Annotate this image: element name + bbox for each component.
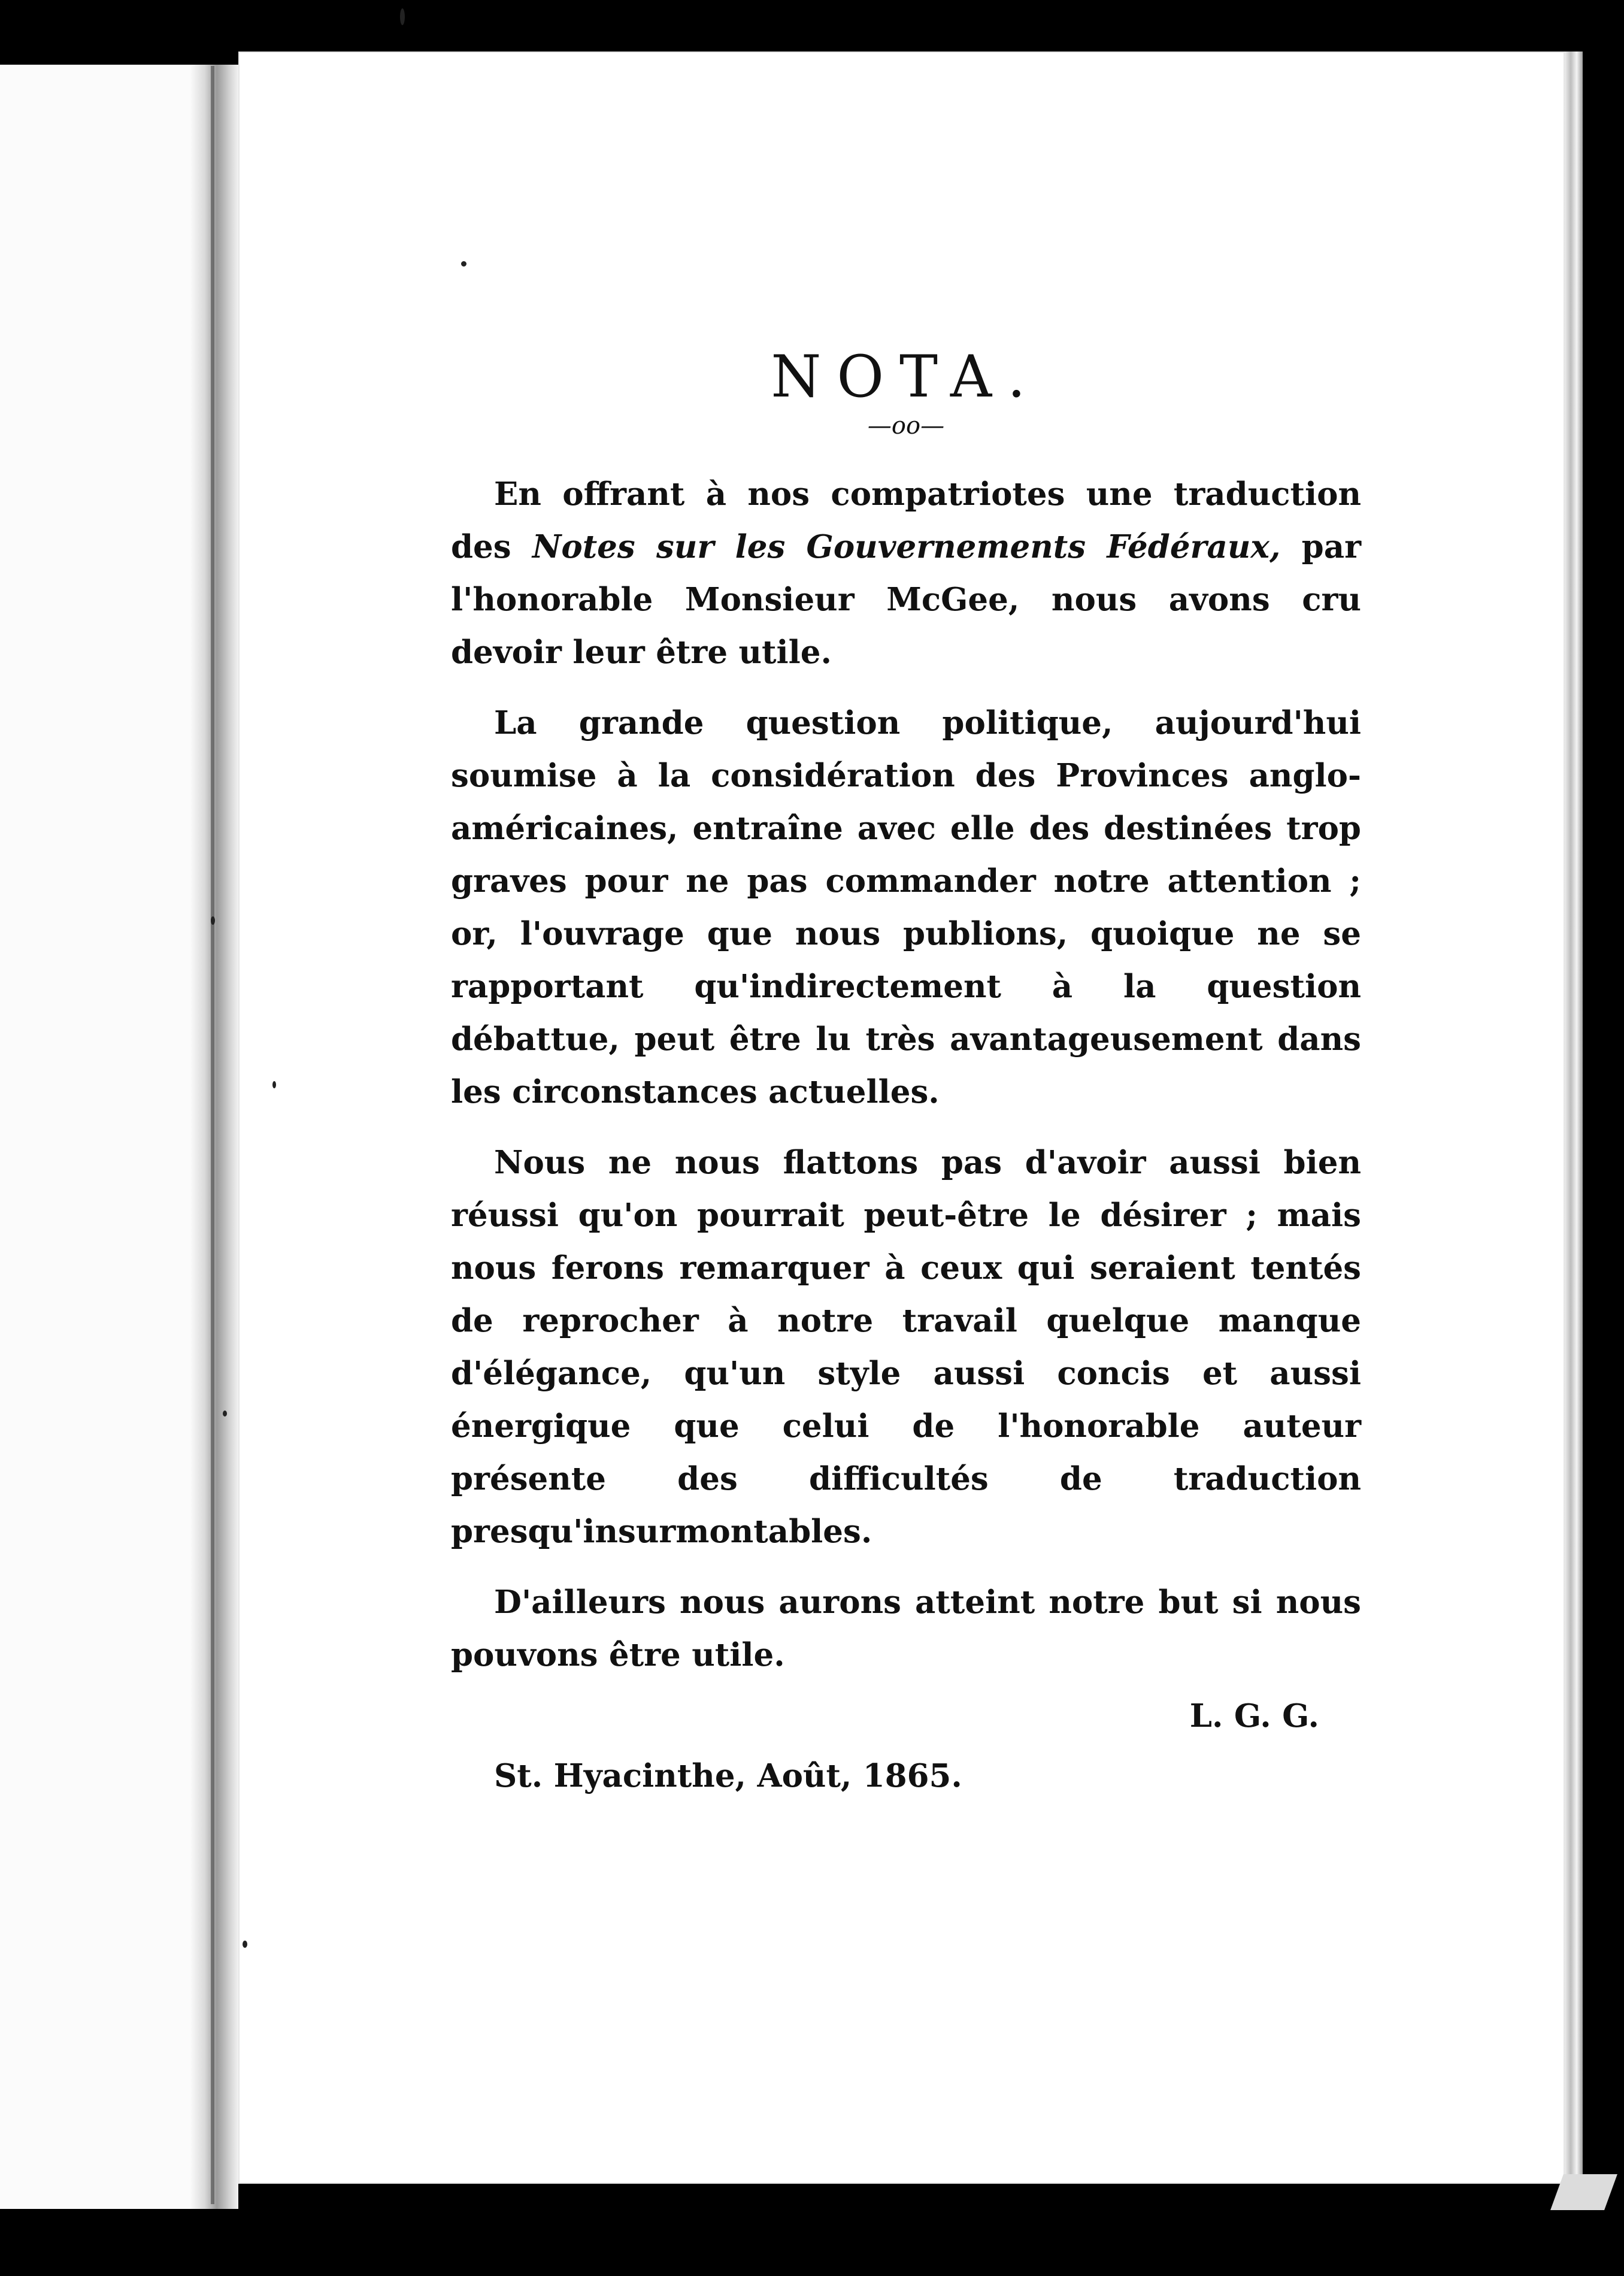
paragraph-4: D'ailleurs nous aurons atteint notre but si nous pouvons être utile.	[451, 1584, 1361, 1673]
scan-speck	[272, 1081, 276, 1088]
gutter-shadow	[211, 66, 214, 2204]
paragraph-1-start: En offrant à nos compatriotes une traduction des	[451, 476, 1361, 565]
scan-speck	[211, 916, 215, 925]
page	[238, 52, 1565, 2184]
place-date: St. Hyacinthe, Août, 1865.	[494, 1757, 962, 1794]
scan-speck	[243, 1941, 247, 1948]
page-edge-right	[1565, 52, 1583, 2184]
paragraph-3: Nous ne nous flattons pas d'avoir aussi bien réussi qu'on pourrait peut-être le désirer ; mais nous ferons remarquer à ceux qui seraient tentés de reprocher à notre travail quelque manque d'élégance, qu'un style aussi concis et aussi énergique que celui de l'honorable auteur présente des difficultés de traduction presqu'insurmontables.	[451, 1144, 1361, 1550]
page-title: NOTA.	[771, 343, 1041, 410]
paragraph-1-italic-title: Notes sur les Gouvernements Fédéraux,	[532, 528, 1281, 565]
paragraph-2: La grande question politique, aujourd'hui soumise à la considération des Provinces anglo-américaines, entraîne avec elle des destinées trop graves pour ne pas commander notre attention ; or, l'ouvrage que nous publions, quoique ne se rapportant qu'indirectement à la question débattue, peut être lu très avantageusement dans les circonstances actuelles.	[451, 704, 1361, 1110]
scan-speck	[400, 8, 405, 25]
book-gutter	[190, 65, 238, 2209]
title-ornament: —oo—	[867, 412, 945, 440]
text-block	[451, 303, 1361, 1802]
signature: L. G. G.	[1189, 1697, 1319, 1735]
paragraph-1	[451, 468, 1361, 679]
scan-speck	[223, 1411, 227, 1417]
scan-speck	[461, 261, 466, 267]
paragraph-1-end: par l'honorable Monsieur McGee, nous avons cru devoir leur être utile.	[451, 528, 1362, 671]
